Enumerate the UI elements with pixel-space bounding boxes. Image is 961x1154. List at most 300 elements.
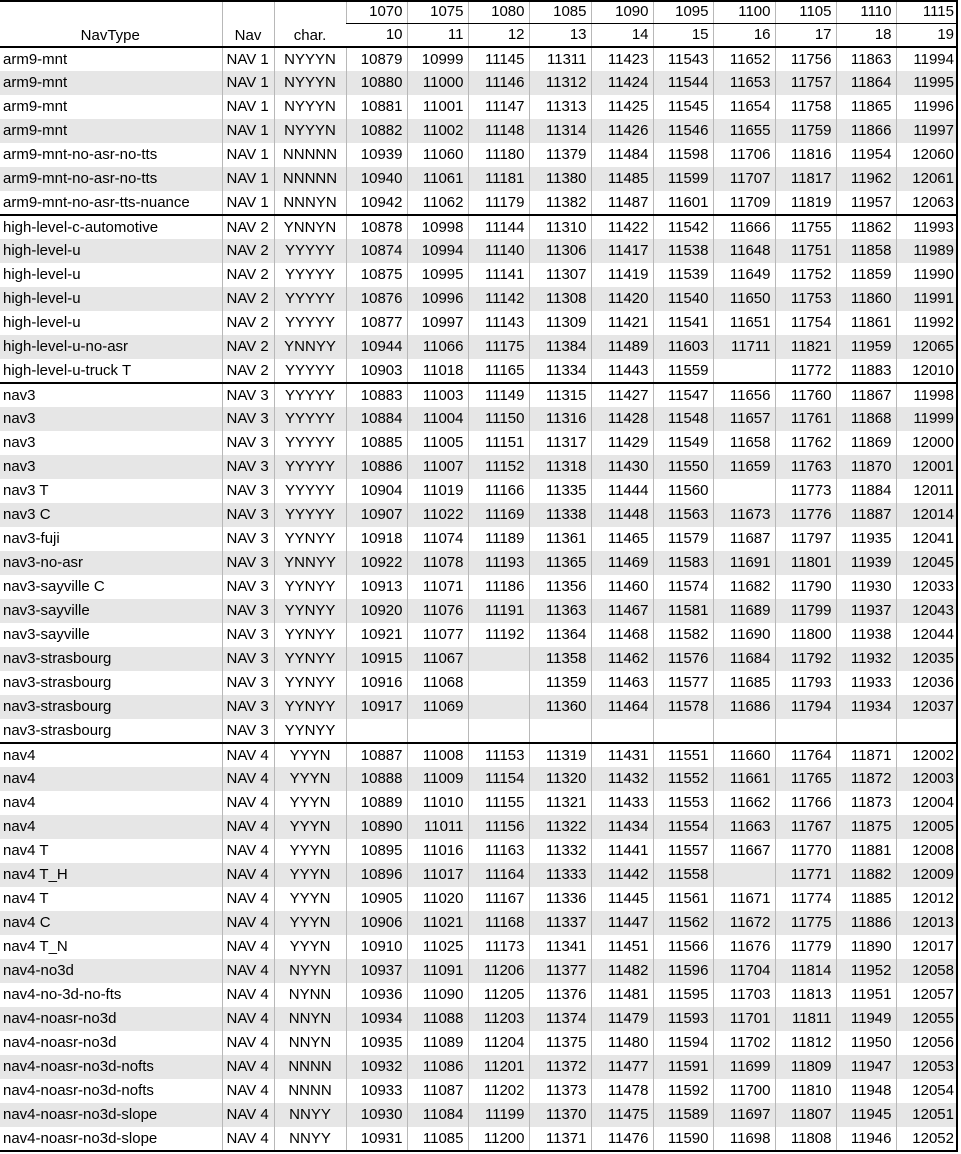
build-number-cell: 11017 [407, 863, 468, 887]
build-number-cell: 11476 [591, 1127, 653, 1151]
build-number-cell: 11990 [896, 263, 958, 287]
build-number-cell: 11989 [896, 239, 958, 263]
build-number-cell: 10910 [346, 935, 407, 959]
build-number-cell: 11593 [653, 1007, 713, 1031]
header-version: 1105 [775, 1, 836, 23]
build-number-cell: 11660 [713, 743, 775, 767]
build-number-cell: 11813 [775, 983, 836, 1007]
header-version: 1100 [713, 1, 775, 23]
navtype-cell: nav4 [0, 767, 222, 791]
build-number-cell: 11003 [407, 383, 468, 407]
table-body [0, 47, 958, 1151]
build-number-cell: 10942 [346, 191, 407, 215]
build-number-cell: 11810 [775, 1079, 836, 1103]
table-row [0, 455, 958, 479]
table-row [0, 1031, 958, 1055]
nav-cell: NAV 4 [222, 1103, 274, 1127]
build-number-cell: 11807 [775, 1103, 836, 1127]
build-number-cell: 11060 [407, 143, 468, 167]
build-number-cell: 12002 [896, 743, 958, 767]
build-number-cell: 11382 [529, 191, 591, 215]
build-number-cell: 11425 [591, 95, 653, 119]
header-version: 1110 [836, 1, 896, 23]
nav-cell: NAV 1 [222, 47, 274, 71]
build-number-cell: 11649 [713, 263, 775, 287]
navtype-cell: nav3-sayville C [3, 578, 105, 595]
build-number-cell: 12001 [896, 455, 958, 479]
table-row [0, 143, 958, 167]
table-row [0, 407, 958, 431]
build-number-cell: 11089 [407, 1031, 468, 1055]
nav-cell: NAV 3 [222, 599, 274, 623]
build-number-cell: 11166 [468, 479, 529, 503]
table-row [0, 911, 958, 935]
nav-cell: NAV 3 [222, 575, 274, 599]
build-number-cell: 11539 [653, 263, 713, 287]
build-number-cell: 11085 [407, 1127, 468, 1151]
nav-cell: NAV 1 [222, 143, 274, 167]
build-number-cell: 11423 [591, 47, 653, 71]
navtype-cell: arm9-mnt [0, 71, 222, 95]
build-number-cell: 12009 [896, 863, 958, 887]
build-number-cell: 11759 [775, 119, 836, 143]
build-number-cell: 11008 [407, 743, 468, 767]
build-number-cell: 11687 [713, 527, 775, 551]
build-number-cell: 11946 [836, 1127, 896, 1151]
build-number-cell: 12056 [896, 1031, 958, 1055]
build-number-cell: 11934 [836, 695, 896, 719]
build-number-cell: 11552 [653, 767, 713, 791]
build-number-cell: 10878 [346, 215, 407, 239]
build-number-cell: 11444 [591, 479, 653, 503]
char-cell: YYYYY [274, 287, 346, 311]
build-number-cell: 11991 [896, 287, 958, 311]
build-number-cell [468, 671, 529, 695]
build-number-cell: 10920 [346, 599, 407, 623]
char-cell: NYYN [274, 959, 346, 983]
navtype-cell: high-level-c-automotive [0, 215, 222, 239]
build-number-cell: 11816 [775, 143, 836, 167]
char-cell: NNNN [274, 1055, 346, 1079]
build-number-cell: 11819 [775, 191, 836, 215]
table-row [0, 311, 958, 335]
char-cell: YYYYY [274, 455, 346, 479]
nav-cell: NAV 3 [222, 623, 274, 647]
build-number-cell: 10904 [346, 479, 407, 503]
build-number-cell: 11156 [468, 815, 529, 839]
navtype-cell: high-level-u [3, 314, 81, 331]
build-number-cell: 11933 [836, 671, 896, 695]
build-number-cell: 11864 [836, 71, 896, 95]
build-number-cell: 11947 [836, 1055, 896, 1079]
build-number-cell: 10994 [407, 239, 468, 263]
build-number-cell: 11175 [468, 335, 529, 359]
build-number-cell: 11574 [653, 575, 713, 599]
navtype-cell: nav4-noasr-no3d [3, 1034, 117, 1051]
build-number-cell: 12044 [896, 623, 958, 647]
build-number-cell: 10906 [346, 911, 407, 935]
build-number-cell: 10998 [407, 215, 468, 239]
build-number-cell: 10879 [346, 47, 407, 71]
char-cell: NNNYN [274, 191, 346, 215]
header-version: 1075 [407, 1, 468, 23]
navtype-cell: nav4 C [0, 911, 222, 935]
navtype-cell: high-level-u [0, 287, 222, 311]
table-row [0, 119, 958, 143]
build-number-cell: 11672 [713, 911, 775, 935]
build-number-cell: 11868 [836, 407, 896, 431]
build-number-cell: 11701 [713, 1007, 775, 1031]
table-row [0, 239, 958, 263]
char-cell: YYYYY [274, 503, 346, 527]
nav-cell: NAV 2 [222, 335, 274, 359]
table-row [0, 863, 958, 887]
build-number-cell: 11076 [407, 599, 468, 623]
build-number-cell: 10917 [346, 695, 407, 719]
header-version: 1080 [468, 1, 529, 23]
build-number-cell: 11364 [529, 623, 591, 647]
build-number-cell: 11011 [407, 815, 468, 839]
navtype-cell: nav4 [3, 794, 36, 811]
build-number-cell: 11761 [775, 407, 836, 431]
build-number-cell: 11074 [407, 527, 468, 551]
build-number-cell: 11447 [591, 911, 653, 935]
build-number-cell: 11954 [836, 143, 896, 167]
build-number-cell: 12010 [896, 359, 958, 383]
build-number-cell: 12060 [896, 143, 958, 167]
build-number-cell [591, 719, 653, 743]
build-number-cell: 11770 [775, 839, 836, 863]
build-number-cell: 11652 [713, 47, 775, 71]
build-number-cell: 11485 [591, 167, 653, 191]
build-number-cell: 12055 [896, 1007, 958, 1031]
navtype-cell: high-level-u-no-asr [0, 335, 222, 359]
build-number-cell: 11706 [713, 143, 775, 167]
table-row [0, 695, 958, 719]
build-number-cell: 11957 [836, 191, 896, 215]
build-number-cell: 11700 [713, 1079, 775, 1103]
build-number-cell: 11673 [713, 503, 775, 527]
build-number-cell: 10887 [346, 743, 407, 767]
navtype-cell: nav3-strasbourg [3, 674, 112, 691]
table-row [0, 719, 958, 743]
build-number-cell: 12013 [896, 911, 958, 935]
build-number-cell: 11866 [836, 119, 896, 143]
build-number-cell: 11377 [529, 959, 591, 983]
build-number-cell: 11650 [713, 287, 775, 311]
table-row [0, 599, 958, 623]
char-cell: YYYYY [274, 431, 346, 455]
nav-cell: NAV 1 [222, 191, 274, 215]
table-row [0, 839, 958, 863]
build-number-cell: 11865 [836, 95, 896, 119]
build-number-cell: 11199 [468, 1103, 529, 1127]
build-number-cell: 11163 [468, 839, 529, 863]
build-number-cell: 11755 [775, 215, 836, 239]
build-number-cell: 11380 [529, 167, 591, 191]
build-number-cell: 11657 [713, 407, 775, 431]
build-number-cell: 11151 [468, 431, 529, 455]
build-number-cell [775, 719, 836, 743]
build-number-cell: 11545 [653, 95, 713, 119]
build-number-cell: 11792 [775, 647, 836, 671]
table-row [0, 479, 958, 503]
table-row [0, 815, 958, 839]
build-number-cell [346, 719, 407, 743]
build-number-cell: 11765 [775, 767, 836, 791]
header-index: 12 [468, 23, 529, 47]
build-number-cell: 11448 [591, 503, 653, 527]
build-number-cell: 11676 [713, 935, 775, 959]
table-row [0, 335, 958, 359]
build-number-cell: 11662 [713, 791, 775, 815]
build-number-cell: 11758 [775, 95, 836, 119]
build-number-cell: 11774 [775, 887, 836, 911]
build-number-cell: 11336 [529, 887, 591, 911]
build-number-cell: 11821 [775, 335, 836, 359]
nav-cell: NAV 4 [222, 863, 274, 887]
build-number-cell: 12033 [896, 575, 958, 599]
build-number-cell: 11794 [775, 695, 836, 719]
build-number-cell: 10877 [346, 311, 407, 335]
build-number-cell: 11790 [775, 575, 836, 599]
build-number-cell: 11939 [836, 551, 896, 575]
build-number-cell: 11658 [713, 431, 775, 455]
build-number-cell: 11937 [836, 599, 896, 623]
build-number-cell: 11551 [653, 743, 713, 767]
build-number-cell: 11002 [407, 119, 468, 143]
build-number-cell: 11875 [836, 815, 896, 839]
char-cell: YNNYY [274, 335, 346, 359]
navtype-cell: nav3 T [3, 482, 49, 499]
build-number-cell [713, 863, 775, 887]
build-number-cell: 10913 [346, 575, 407, 599]
build-number-cell: 10885 [346, 431, 407, 455]
build-number-cell: 11155 [468, 791, 529, 815]
build-number-cell: 10918 [346, 527, 407, 551]
build-number-cell: 11313 [529, 95, 591, 119]
build-number-cell: 11576 [653, 647, 713, 671]
build-number-cell: 11579 [653, 527, 713, 551]
table-row [0, 191, 958, 215]
build-number-cell: 11373 [529, 1079, 591, 1103]
build-number-cell: 11429 [591, 431, 653, 455]
nav-cell: NAV 4 [222, 983, 274, 1007]
build-number-cell: 10996 [407, 287, 468, 311]
build-number-cell: 11603 [653, 335, 713, 359]
build-number-cell: 11379 [529, 143, 591, 167]
build-number-cell: 11426 [591, 119, 653, 143]
build-number-cell: 11322 [529, 815, 591, 839]
build-number-cell: 11481 [591, 983, 653, 1007]
build-number-cell: 11306 [529, 239, 591, 263]
build-number-cell: 11862 [836, 215, 896, 239]
build-number-cell: 11333 [529, 863, 591, 887]
build-number-cell: 10882 [346, 119, 407, 143]
build-number-cell: 11360 [529, 695, 591, 719]
build-number-cell: 11651 [713, 311, 775, 335]
char-cell: NNNNN [274, 167, 346, 191]
build-number-cell: 12041 [896, 527, 958, 551]
char-cell: YYNYY [274, 719, 346, 743]
build-number-cell: 10915 [346, 647, 407, 671]
char-cell: YYYN [274, 911, 346, 935]
table-row [0, 287, 958, 311]
table-row [0, 1103, 958, 1127]
header-index: 19 [896, 23, 958, 47]
build-number-cell: 12052 [896, 1127, 958, 1151]
char-cell: NNYN [274, 1007, 346, 1031]
build-number-cell: 10889 [346, 791, 407, 815]
nav-cell: NAV 4 [222, 959, 274, 983]
build-number-cell: 11998 [896, 383, 958, 407]
nav-cell: NAV 3 [222, 527, 274, 551]
build-number-cell: 10921 [346, 623, 407, 647]
build-number-cell: 11655 [713, 119, 775, 143]
build-number-cell: 11319 [529, 743, 591, 767]
build-number-cell: 11375 [529, 1031, 591, 1055]
char-cell: YYYYY [274, 383, 346, 407]
build-number-cell: 11762 [775, 431, 836, 455]
header-row-versions [0, 1, 958, 23]
char-cell: YYYYY [274, 239, 346, 263]
build-number-cell: 12014 [896, 503, 958, 527]
build-number-cell: 11463 [591, 671, 653, 695]
table-row [0, 575, 958, 599]
char-cell: NNYY [274, 1103, 346, 1127]
build-number-cell: 11962 [836, 167, 896, 191]
build-number-cell: 11811 [775, 1007, 836, 1031]
build-number-cell: 11704 [713, 959, 775, 983]
build-number-cell: 12037 [896, 695, 958, 719]
build-number-cell: 11882 [836, 863, 896, 887]
build-number-cell [407, 719, 468, 743]
nav-cell: NAV 4 [222, 887, 274, 911]
build-number-cell: 10997 [407, 311, 468, 335]
navtype-cell: nav4-no3d [0, 959, 222, 983]
build-number-cell: 12058 [896, 959, 958, 983]
char-cell: YYYN [274, 863, 346, 887]
build-number-cell: 10937 [346, 959, 407, 983]
nav-cell: NAV 4 [222, 1127, 274, 1151]
nav-cell: NAV 4 [222, 791, 274, 815]
nav-cell: NAV 3 [222, 503, 274, 527]
build-number-cell: 10903 [346, 359, 407, 383]
navtype-cell: arm9-mnt-no-asr-tts-nuance [3, 193, 190, 211]
table-row [0, 527, 958, 551]
char-cell: NNYN [274, 1031, 346, 1055]
build-number-cell: 11992 [896, 311, 958, 335]
char-cell: YYNYY [274, 527, 346, 551]
table-row [0, 1079, 958, 1103]
build-number-cell: 11886 [836, 911, 896, 935]
build-number-cell: 12011 [896, 479, 958, 503]
nav-cell: NAV 4 [222, 1031, 274, 1055]
char-cell: NYNN [274, 983, 346, 1007]
build-number-cell: 11143 [468, 311, 529, 335]
char-cell: YYYN [274, 839, 346, 863]
navtype-cell: nav4-noasr-no3d [0, 1007, 222, 1031]
nav-cell: NAV 4 [222, 911, 274, 935]
build-number-cell: 11881 [836, 839, 896, 863]
navtype-cell: nav4-noasr-no3d-slope [0, 1103, 222, 1127]
build-number-cell: 11482 [591, 959, 653, 983]
table-row [0, 623, 958, 647]
build-number-cell: 11654 [713, 95, 775, 119]
build-number-cell: 10886 [346, 455, 407, 479]
nav-cell: NAV 2 [222, 359, 274, 383]
build-number-cell: 11595 [653, 983, 713, 1007]
build-number-cell: 11547 [653, 383, 713, 407]
char-cell: YNNYN [274, 215, 346, 239]
table-row [0, 551, 958, 575]
navtype-cell: nav3 [0, 455, 222, 479]
navtype-cell: high-level-u [0, 239, 222, 263]
build-number-cell: 11066 [407, 335, 468, 359]
build-number-cell: 11661 [713, 767, 775, 791]
build-number-cell: 11420 [591, 287, 653, 311]
build-number-cell: 11752 [775, 263, 836, 287]
build-number-cell: 11702 [713, 1031, 775, 1055]
build-number-cell: 11562 [653, 911, 713, 935]
build-number-cell: 11384 [529, 335, 591, 359]
build-number-cell: 11320 [529, 767, 591, 791]
char-cell: YYNYY [274, 695, 346, 719]
build-number-cell: 11000 [407, 71, 468, 95]
navtype-cell: nav3 [0, 407, 222, 431]
build-number-cell [468, 695, 529, 719]
nav-cell: NAV 3 [222, 719, 274, 743]
build-number-cell: 12004 [896, 791, 958, 815]
table-row [0, 431, 958, 455]
build-number-cell: 11001 [407, 95, 468, 119]
header-index: 18 [836, 23, 896, 47]
build-number-cell: 11165 [468, 359, 529, 383]
build-number-cell: 11756 [775, 47, 836, 71]
build-number-cell: 10916 [346, 671, 407, 695]
build-number-cell: 10939 [346, 143, 407, 167]
build-number-cell: 11078 [407, 551, 468, 575]
build-number-cell: 10890 [346, 815, 407, 839]
build-number-cell: 11590 [653, 1127, 713, 1151]
header-index: 17 [775, 23, 836, 47]
build-number-cell: 11140 [468, 239, 529, 263]
build-number-cell: 11062 [407, 191, 468, 215]
header-index: 14 [591, 23, 653, 47]
build-number-cell: 11433 [591, 791, 653, 815]
build-number-cell: 11698 [713, 1127, 775, 1151]
build-number-cell: 11148 [468, 119, 529, 143]
build-number-cell: 11797 [775, 527, 836, 551]
char-cell: YYNYY [274, 623, 346, 647]
build-number-cell: 11370 [529, 1103, 591, 1127]
char-cell: YYYYY [274, 359, 346, 383]
navtype-cell: arm9-mnt [3, 50, 68, 68]
char-cell: NYYYN [274, 71, 346, 95]
build-number-cell: 11191 [468, 599, 529, 623]
build-number-cell: 11952 [836, 959, 896, 983]
build-number-cell: 11141 [468, 263, 529, 287]
char-cell: NYYYN [274, 47, 346, 71]
build-number-cell: 11691 [713, 551, 775, 575]
build-number-cell: 11309 [529, 311, 591, 335]
build-number-cell: 10881 [346, 95, 407, 119]
build-number-cell: 10905 [346, 887, 407, 911]
build-number-cell: 12057 [896, 983, 958, 1007]
build-number-cell: 11372 [529, 1055, 591, 1079]
build-number-cell: 11016 [407, 839, 468, 863]
build-number-cell: 10931 [346, 1127, 407, 1151]
